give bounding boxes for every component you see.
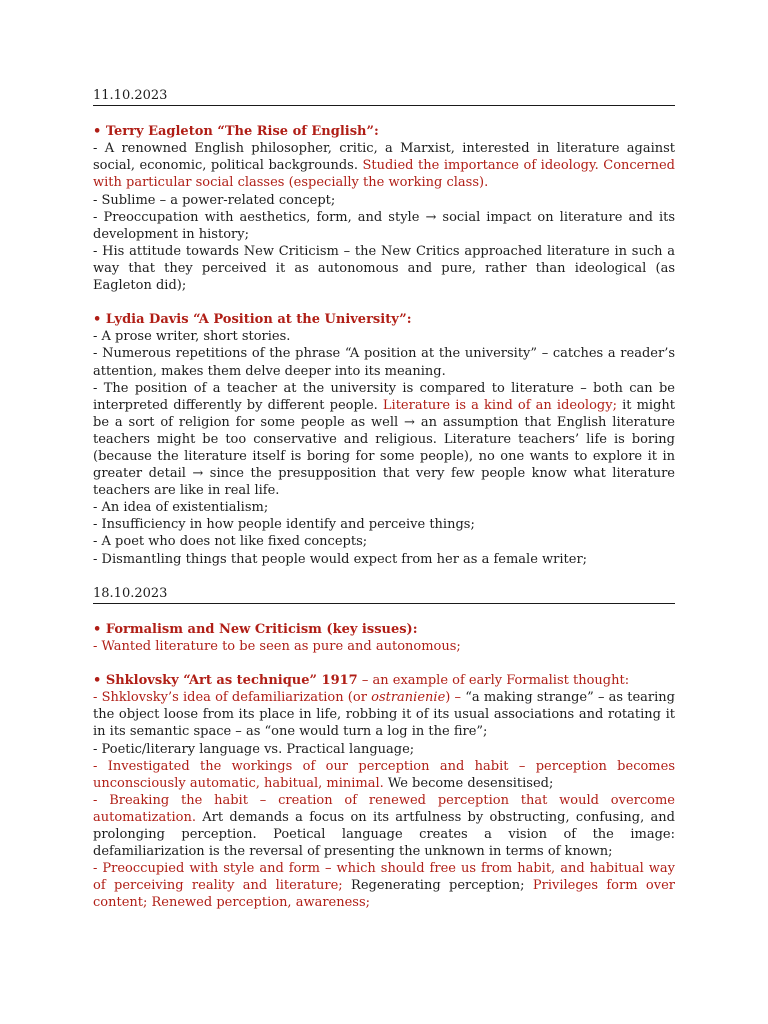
- point-highlight: Privileges form over content; Renewed perception, awareness;: [93, 878, 675, 911]
- topic-shklovsky: [93, 672, 675, 911]
- point-text: - Poetic/literary language vs. Practical language;: [93, 741, 415, 757]
- entry-date: 11.10.2023: [93, 87, 675, 106]
- topic-heading: [93, 123, 675, 140]
- bullet-point: [93, 741, 675, 758]
- entry-date: 18.10.2023: [93, 585, 675, 604]
- topic-heading: [93, 311, 675, 328]
- point-text: - Numerous repetitions of the phrase “A position at the university” – catches a reader’s attention, makes them delve deeper into its meaning.: [93, 346, 675, 379]
- point-text: - A renowned English philosopher, critic, a Marxist, interested in literature against social, economic, political backgrounds.: [93, 141, 675, 174]
- bullet-point: [93, 209, 675, 243]
- point-highlight: - Preoccupied with style and form – which should free us from habit, and habitual way of perceiving reality and literature;: [93, 861, 675, 894]
- point-text: - An idea of existentialism;: [93, 500, 269, 516]
- bullet-point: [93, 345, 675, 379]
- bullet-point: [93, 551, 675, 568]
- bullet-point: [93, 328, 675, 345]
- topic-eagleton: [93, 123, 675, 294]
- point-text: it might be a sort of religion for some people as well → an assumption that English literature teachers might be too conservative and religious. Literature teachers’ life is boring (because the literature itself is boring for some people), no one wants to explore it in greater detail → since the presupposition that very few people know what literature teachers are like in real life.: [93, 397, 676, 499]
- bullet-point: [93, 499, 675, 516]
- bullet-point: [93, 516, 675, 533]
- point-text: - His attitude towards New Criticism – the New Critics approached literature in such a way that they perceived it as autonomous and pure, rather than ideological (as Eagleton did);: [93, 243, 675, 294]
- topic-heading-note: – an example of early Formalist thought:: [361, 673, 630, 689]
- bullet-point: [93, 380, 675, 500]
- point-highlight: - Breaking the habit – creation of renewed perception that would overcome automatization.: [93, 792, 675, 825]
- point-text: - The position of a teacher at the university is compared to literature – both can be interpreted differently by different people.: [93, 380, 675, 413]
- bullet-point: [93, 243, 675, 294]
- point-text: - Preoccupation with aesthetics, form, and style → social impact on literature and its development in history;: [93, 209, 675, 242]
- topic-davis: [93, 311, 675, 567]
- point-highlight: - Shklovsky’s idea of defamiliarization (or: [93, 690, 367, 706]
- point-text: Art demands a focus on its artfulness by obstructing, confusing, and prolonging perception. Poetical language creates a vision of the image: defamiliarization is the reversal of presenting the unknown in terms of known;: [93, 809, 675, 860]
- point-text: - Sublime – a power-related concept;: [93, 192, 336, 208]
- topic-formalism: [93, 621, 675, 655]
- bullet-point: [93, 638, 675, 655]
- note-entry: [93, 585, 675, 912]
- point-text: - Dismantling things that people would expect from her as a female writer;: [93, 551, 588, 567]
- term-italic: ostranienie: [371, 690, 446, 706]
- bullet-point: [93, 860, 675, 911]
- bullet-point: [93, 792, 675, 860]
- topic-title: • Terry Eagleton “The Rise of English”:: [93, 124, 379, 140]
- point-text: - A prose writer, short stories.: [93, 329, 291, 345]
- point-text: - A poet who does not like fixed concepts;: [93, 534, 368, 550]
- topic-heading: [93, 672, 675, 689]
- bullet-point: [93, 689, 675, 740]
- point-text: “a making strange” – as tearing the object loose from its place in life, robbing it of its usual associations and rotating it in its semantic space – as “one would turn a log in the fire”;: [93, 690, 675, 740]
- point-highlight: Studied the importance of ideology. Concerned with particular social classes (especially the working class).: [93, 158, 675, 191]
- point-highlight: - Wanted literature to be seen as pure and autonomous;: [93, 639, 461, 654]
- point-highlight: Literature is a kind of an ideology;: [382, 397, 617, 413]
- bullet-point: [93, 140, 675, 191]
- point-text: Regenerating perception;: [351, 878, 525, 894]
- point-text: - Insufficiency in how people identify and perceive things;: [93, 517, 475, 533]
- topic-title: • Shklovsky “Art as technique” 1917: [93, 673, 358, 689]
- bullet-point: [93, 758, 675, 792]
- point-text: We become desensitised;: [387, 775, 554, 791]
- notes-page: [93, 87, 675, 929]
- point-highlight: - Investigated the workings of our perception and habit – perception becomes unconsciously automatic, habitual, minimal.: [93, 758, 675, 791]
- bullet-point: [93, 192, 675, 209]
- note-entry: [93, 87, 675, 568]
- topic-title: • Formalism and New Criticism (key issues):: [93, 621, 418, 637]
- topic-heading: [93, 621, 675, 638]
- topic-title: • Lydia Davis “A Position at the University”:: [93, 312, 412, 328]
- point-highlight: ) –: [445, 690, 462, 706]
- bullet-point: [93, 533, 675, 550]
